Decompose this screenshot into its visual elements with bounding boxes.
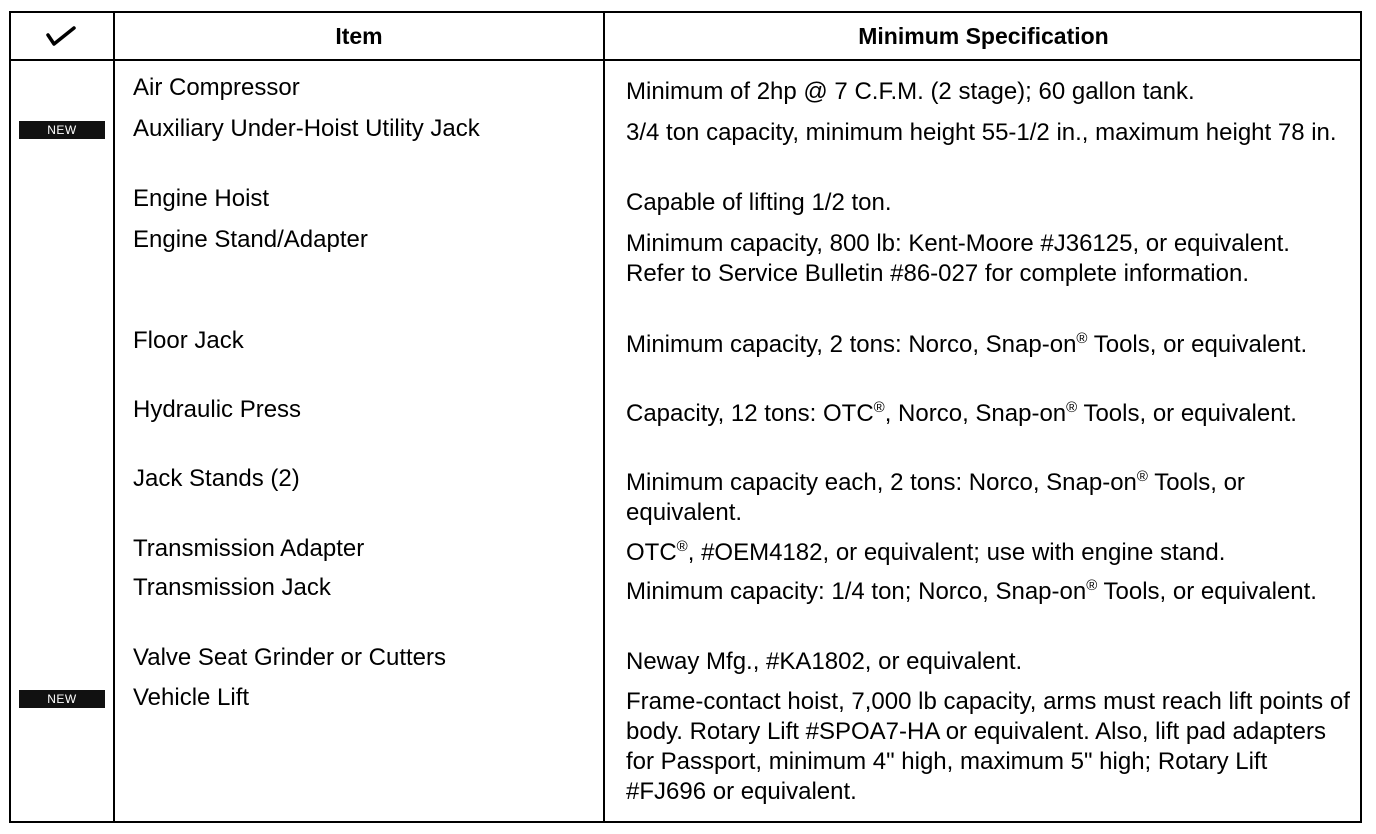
item-spec: Minimum capacity, 800 lb: Kent-Moore #J36125, or equivalent. Refer to Service Bulletin #86-027 for complete information. xyxy=(626,230,1290,287)
item-spec: 3/4 ton capacity, minimum height 55-1/2 in., maximum height 78 in. xyxy=(626,119,1337,146)
item-name: Air Compressor xyxy=(133,74,300,101)
column-divider xyxy=(603,11,605,823)
item-spec: Neway Mfg., #KA1802, or equivalent. xyxy=(626,648,1023,675)
item-column-header: Item xyxy=(335,22,383,49)
item-name: Transmission Jack xyxy=(133,574,331,601)
item-spec: Frame-contact hoist, 7,000 lb capacity, arms must reach lift points of body. Rotary Lift #SPOA7-HA or equivalent. Also, lift pad adapters for Passport, minimum 4" high, maximum 5" high; Rotary Lift #FJ696 or equivalent. xyxy=(626,688,1350,805)
item-spec: Capable of lifting 1/2 ton. xyxy=(626,189,892,216)
item-name: Transmission Adapter xyxy=(133,535,365,562)
item-spec: Minimum of 2hp @ 7 C.F.M. (2 stage); 60 gallon tank. xyxy=(626,78,1195,105)
item-spec: Capacity, 12 tons: OTC®, Norco, Snap-on® Tools, or equivalent. xyxy=(626,399,1297,427)
item-name: Vehicle Lift xyxy=(133,684,250,711)
item-spec: Minimum capacity, 2 tons: Norco, Snap-on® Tools, or equivalent. xyxy=(626,330,1308,358)
item-name: Floor Jack xyxy=(133,327,244,354)
checkmark-icon xyxy=(45,26,77,46)
item-name: Engine Stand/Adapter xyxy=(133,226,368,253)
item-name: Auxiliary Under-Hoist Utility Jack xyxy=(133,115,480,142)
spec-column-header: Minimum Specification xyxy=(858,22,1109,49)
check-column-header xyxy=(9,11,113,61)
new-badge: NEW xyxy=(19,121,105,139)
item-name: Valve Seat Grinder or Cutters xyxy=(133,644,447,671)
item-spec: Minimum capacity each, 2 tons: Norco, Snap-on® Tools, or equivalent. xyxy=(626,468,1245,526)
item-spec: Minimum capacity: 1/4 ton; Norco, Snap-on® Tools, or equivalent. xyxy=(626,577,1317,605)
column-divider xyxy=(113,11,115,823)
item-name: Hydraulic Press xyxy=(133,396,302,423)
item-name: Jack Stands (2) xyxy=(133,465,300,492)
new-badge: NEW xyxy=(19,690,105,708)
item-spec: OTC®, #OEM4182, or equivalent; use with engine stand. xyxy=(626,538,1226,566)
specification-table xyxy=(9,11,1362,823)
item-name: Engine Hoist xyxy=(133,185,270,212)
